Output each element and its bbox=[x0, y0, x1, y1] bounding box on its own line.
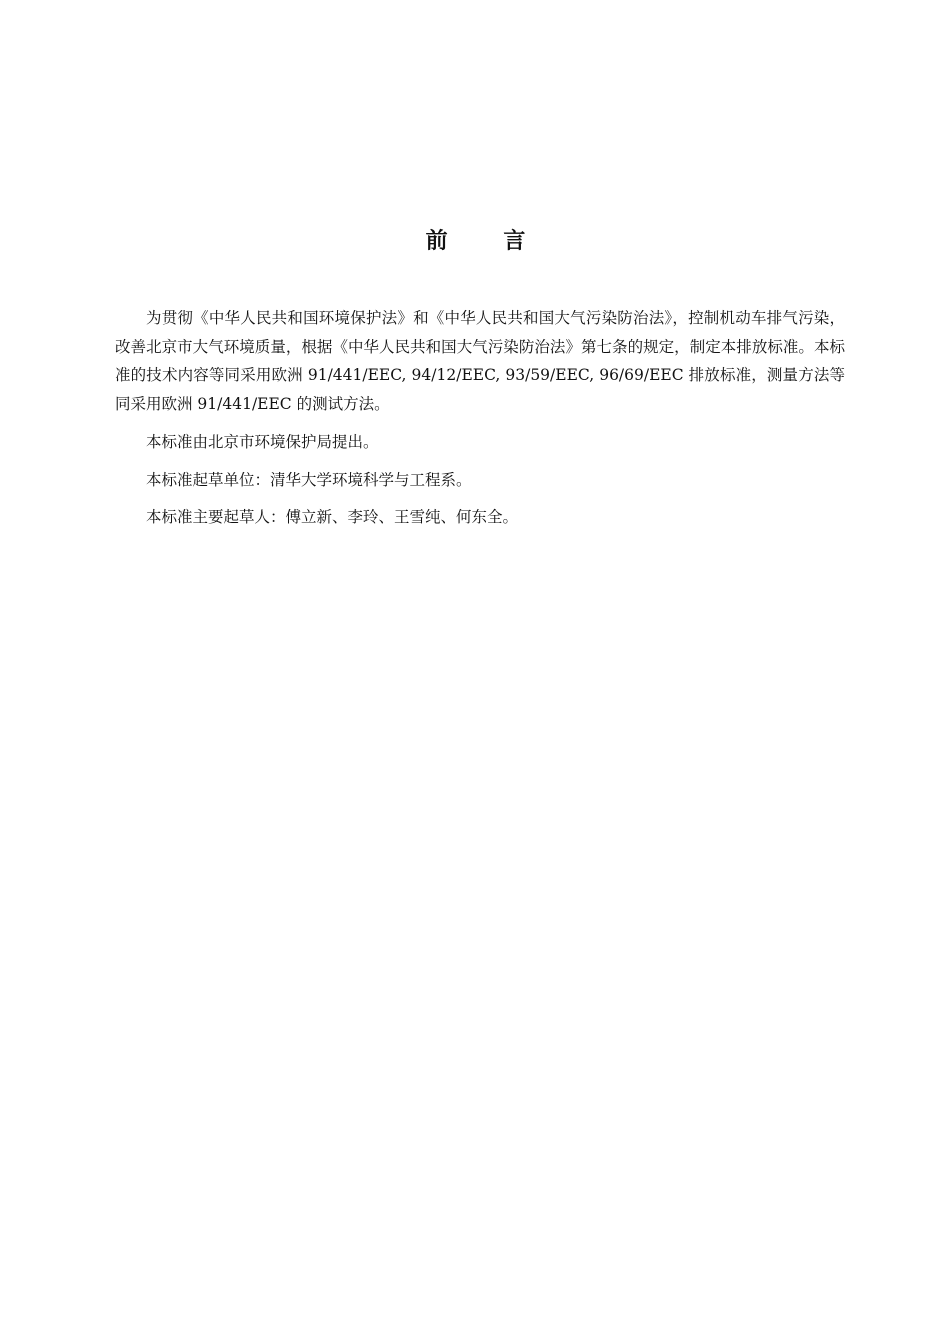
paragraph-drafting-unit: 本标准起草单位：清华大学环境科学与工程系。 bbox=[146, 470, 472, 489]
paragraph-drafters: 本标准主要起草人：傅立新、李玲、王雪纯、何东全。 bbox=[146, 508, 519, 526]
paragraph-proposer: 本标准由北京市环境保护局提出。 bbox=[146, 433, 379, 451]
page-title: 前 言 bbox=[425, 229, 550, 254]
document-body bbox=[115, 304, 845, 541]
paragraph-purpose: 为贯彻《中华人民共和国环境保护法》和《中华人民共和国大气污染防治法》，控制机动车排气污染，改善北京市大气环境质量，根据《中华人民共和国大气污染防治法》第七条的规定，制定本排放标准。本标准的技术内容等同采用欧洲 91/441/EEC, 94/12/EEC, 93/59/EEC, 96/69/EEC 排放标准，测量方法等同采用欧洲 91/441/EEC 的测试方法。 bbox=[115, 309, 845, 413]
